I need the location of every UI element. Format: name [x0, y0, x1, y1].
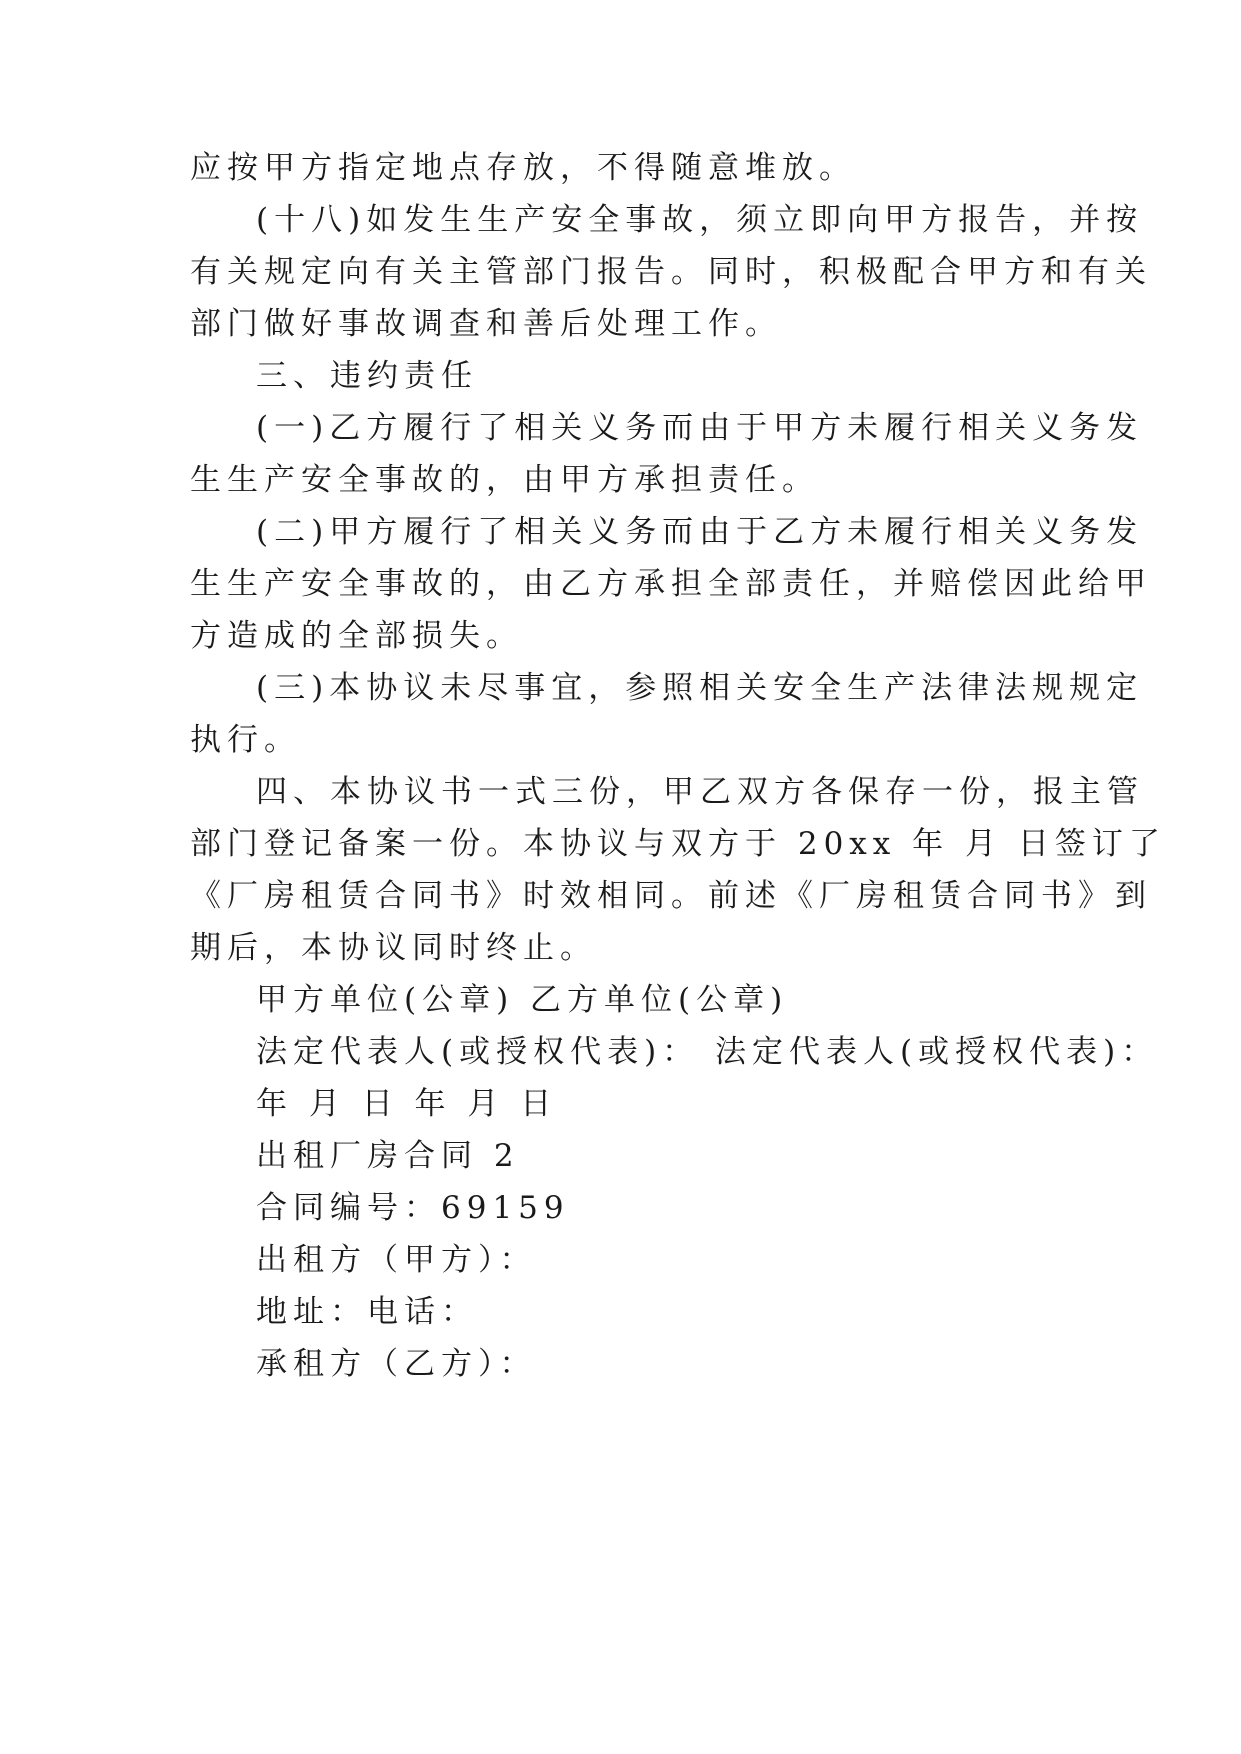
- text-line: 有关规定向有关主管部门报告。同时，积极配合甲方和有关: [190, 254, 1152, 290]
- signature-representatives: 法定代表人(或授权代表)： 法定代表人(或授权代表)：: [256, 1034, 1159, 1070]
- section-heading: 三、违约责任: [256, 358, 478, 394]
- signature-units: 甲方单位(公章) 乙方单位(公章): [256, 982, 789, 1018]
- text-line: 期后，本协议同时终止。: [190, 930, 597, 966]
- text-line: 执行。: [190, 722, 301, 758]
- text-line: (十八)如发生生产安全事故，须立即向甲方报告，并按: [256, 202, 1144, 238]
- text-line: (二)甲方履行了相关义务而由于乙方未履行相关义务发: [256, 514, 1144, 550]
- text-line: 应按甲方指定地点存放，不得随意堆放。: [190, 150, 856, 186]
- address-phone-label: 地址：电话：: [256, 1294, 478, 1330]
- text-line: 《厂房租赁合同书》时效相同。前述《厂房租赁合同书》到: [190, 878, 1152, 914]
- text-line: (一)乙方履行了相关义务而由于甲方未履行相关义务发: [256, 410, 1144, 446]
- text-line: 方造成的全部损失。: [190, 618, 523, 654]
- text-line: 部门登记备案一份。本协议与双方于 20xx 年 月 日签订了: [190, 826, 1166, 862]
- section-heading: 四、本协议书一式三份，甲乙双方各保存一份，报主管: [256, 774, 1144, 810]
- text-line: 生生产安全事故的，由乙方承担全部责任，并赔偿因此给甲: [190, 566, 1152, 602]
- contract-number: 合同编号：69159: [256, 1190, 570, 1226]
- signature-dates: 年 月 日 年 月 日: [256, 1086, 558, 1122]
- lessor-label: 出租方（甲方）：: [256, 1242, 537, 1278]
- contract-title: 出租厂房合同 2: [256, 1138, 520, 1174]
- text-line: (三)本协议未尽事宜，参照相关安全生产法律法规规定: [256, 670, 1144, 706]
- text-line: 生生产安全事故的，由甲方承担责任。: [190, 462, 819, 498]
- lessee-label: 承租方（乙方）：: [256, 1346, 537, 1382]
- text-line: 部门做好事故调查和善后处理工作。: [190, 306, 782, 342]
